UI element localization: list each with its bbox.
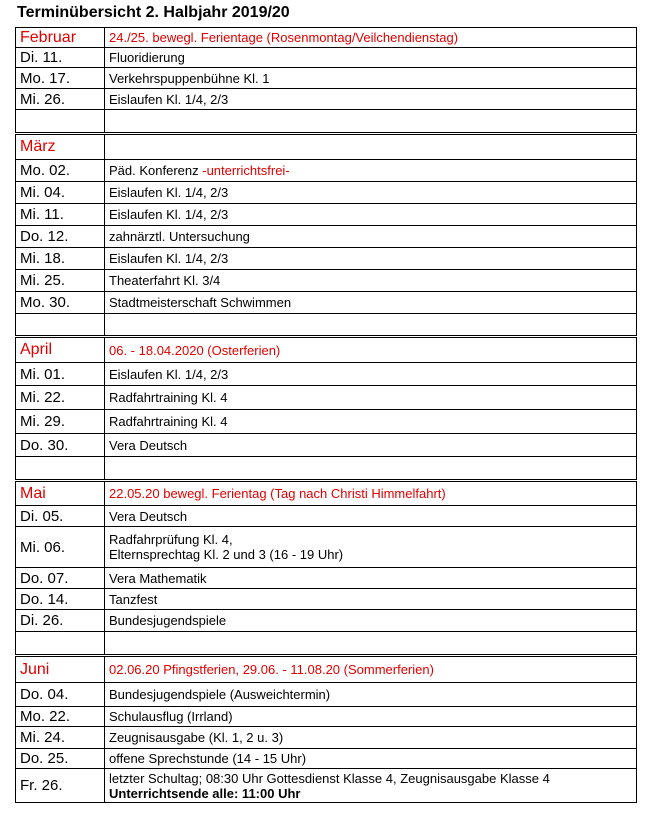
event-cell xyxy=(105,610,637,632)
event-text: Päd. Konferenz xyxy=(109,163,203,178)
table-row xyxy=(16,226,637,248)
month-name: März xyxy=(16,134,105,160)
event-cell xyxy=(105,527,637,568)
table-row xyxy=(16,363,637,386)
date-cell: Mi. 25. xyxy=(16,270,105,292)
spacer-row xyxy=(16,632,637,656)
date-cell: Do. 07. xyxy=(16,568,105,589)
table-row xyxy=(16,434,637,457)
event-text: Vera Deutsch xyxy=(109,508,188,524)
month-note xyxy=(105,28,637,48)
date-cell: Mi. 06. xyxy=(16,527,105,568)
month-note xyxy=(105,337,637,363)
event-text: Theaterfahrt Kl. 3/4 xyxy=(109,273,221,288)
date-cell: Mi. 26. xyxy=(16,89,105,110)
date-cell: Mi. 11. xyxy=(16,204,105,226)
event-text: zahnärztl. Untersuchung xyxy=(109,229,250,244)
event-cell xyxy=(105,707,637,727)
event-cell xyxy=(105,270,637,292)
month-header-row xyxy=(16,337,637,363)
table-row xyxy=(16,410,637,434)
date-cell: Mo. 02. xyxy=(16,160,105,182)
event-text: 22.05.20 bewegl. Ferientag (Tag nach Christi Himmelfahrt) xyxy=(109,486,446,501)
date-cell: Di. 11. xyxy=(16,48,105,68)
table-row xyxy=(16,270,637,292)
event-cell xyxy=(105,363,637,386)
event-second-line-bold: Unterrichtsende alle: 11:00 Uhr xyxy=(109,785,301,801)
event-text: Eislaufen Kl. 1/4, 2/3 xyxy=(109,185,229,200)
table-row xyxy=(16,48,637,68)
month-header-row xyxy=(16,481,637,506)
date-cell xyxy=(16,632,105,656)
table-row xyxy=(16,506,637,527)
date-cell: Mi. 29. xyxy=(16,410,105,434)
table-row xyxy=(16,527,637,568)
table-row xyxy=(16,160,637,182)
month-header-row xyxy=(16,28,637,48)
event-text: Vera Mathematik xyxy=(109,570,207,586)
table-row xyxy=(16,182,637,204)
event-cell xyxy=(105,769,637,803)
event-cell xyxy=(105,749,637,769)
event-cell xyxy=(105,110,637,134)
page-title: Terminübersicht 2. Halbjahr 2019/20 xyxy=(17,4,290,21)
event-text: Eislaufen Kl. 1/4, 2/3 xyxy=(109,366,229,382)
event-cell xyxy=(105,632,637,656)
event-text: offene Sprechstunde (14 - 15 Uhr) xyxy=(109,751,307,766)
table-row xyxy=(16,769,637,803)
date-cell: Do. 12. xyxy=(16,226,105,248)
date-cell: Mi. 04. xyxy=(16,182,105,204)
event-text: 06. - 18.04.2020 (Osterferien) xyxy=(109,342,281,358)
date-cell xyxy=(16,110,105,134)
date-cell: Do. 25. xyxy=(16,749,105,769)
table-row xyxy=(16,68,637,89)
date-cell: Mo. 30. xyxy=(16,292,105,314)
event-text: 02.06.20 Pfingstferien, 29.06. - 11.08.20 (Sommerferien) xyxy=(109,662,434,677)
date-cell: Do. 30. xyxy=(16,434,105,457)
event-text: Radfahrtraining Kl. 4 xyxy=(109,414,228,429)
table-row xyxy=(16,749,637,769)
date-cell: Di. 05. xyxy=(16,506,105,527)
date-cell xyxy=(16,457,105,481)
date-cell: Mi. 18. xyxy=(16,248,105,270)
spacer-row xyxy=(16,457,637,481)
date-cell xyxy=(16,314,105,337)
event-text: Stadtmeisterschaft Schwimmen xyxy=(109,295,292,310)
table-row xyxy=(16,292,637,314)
event-cell xyxy=(105,292,637,314)
spacer-row xyxy=(16,110,637,134)
event-cell xyxy=(105,683,637,707)
event-cell xyxy=(105,457,637,481)
event-text: Radfahrtraining Kl. 4 xyxy=(109,390,228,405)
table-row xyxy=(16,386,637,410)
event-cell xyxy=(105,386,637,410)
event-text: Tanzfest xyxy=(109,591,158,607)
date-cell: Fr. 26. xyxy=(16,769,105,803)
event-text: Bundesjugendspiele xyxy=(109,613,227,628)
table-row xyxy=(16,248,637,270)
date-cell: Di. 26. xyxy=(16,610,105,632)
event-cell xyxy=(105,506,637,527)
event-cell xyxy=(105,568,637,589)
event-text: Verkehrspuppenbühne Kl. 1 xyxy=(109,70,270,86)
event-text: letzter Schultag; 08:30 Uhr Gottesdienst Klasse 4, Zeugnisausgabe Klasse 4 xyxy=(109,770,550,786)
date-cell: Mo. 22. xyxy=(16,707,105,727)
event-cell xyxy=(105,589,637,610)
table-row xyxy=(16,568,637,589)
event-text: Zeugnisausgabe (Kl. 1, 2 u. 3) xyxy=(109,730,284,745)
event-text: Eislaufen Kl. 1/4, 2/3 xyxy=(109,207,229,222)
event-cell xyxy=(105,204,637,226)
event-cell xyxy=(105,226,637,248)
table-row xyxy=(16,589,637,610)
event-second-line: Elternsprechtag Kl. 2 und 3 (16 - 19 Uhr) xyxy=(109,547,344,562)
month-name: Mai xyxy=(16,481,105,506)
month-header-row xyxy=(16,656,637,683)
spacer-row xyxy=(16,314,637,337)
event-note-red: -unterrichtsfrei- xyxy=(202,163,290,178)
table-row xyxy=(16,727,637,749)
event-text: Bundesjugendspiele (Ausweichtermin) xyxy=(109,687,331,702)
event-text: 24./25. bewegl. Ferientage (Rosenmontag/Veilchendienstag) xyxy=(109,30,459,45)
month-header-row xyxy=(16,134,637,160)
event-cell xyxy=(105,434,637,457)
event-text: Vera Deutsch xyxy=(109,437,188,453)
event-text: Eislaufen Kl. 1/4, 2/3 xyxy=(109,91,229,107)
table-row xyxy=(16,204,637,226)
event-cell xyxy=(105,89,637,110)
schedule-table xyxy=(15,27,637,803)
event-text: Radfahrprüfung Kl. 4, xyxy=(109,532,233,547)
table-row xyxy=(16,683,637,707)
date-cell: Mi. 24. xyxy=(16,727,105,749)
table-row xyxy=(16,610,637,632)
event-cell xyxy=(105,248,637,270)
table-row xyxy=(16,707,637,727)
event-text: Eislaufen Kl. 1/4, 2/3 xyxy=(109,251,229,266)
event-cell xyxy=(105,68,637,89)
event-cell xyxy=(105,410,637,434)
table-row xyxy=(16,89,637,110)
event-cell xyxy=(105,48,637,68)
month-note xyxy=(105,134,637,160)
event-cell xyxy=(105,727,637,749)
event-cell xyxy=(105,182,637,204)
event-cell xyxy=(105,160,637,182)
event-cell xyxy=(105,314,637,337)
date-cell: Mi. 01. xyxy=(16,363,105,386)
month-name: Juni xyxy=(16,656,105,683)
month-name: Februar xyxy=(16,28,105,48)
month-name: April xyxy=(16,337,105,363)
date-cell: Mi. 22. xyxy=(16,386,105,410)
month-note xyxy=(105,656,637,683)
date-cell: Do. 04. xyxy=(16,683,105,707)
month-note xyxy=(105,481,637,506)
date-cell: Do. 14. xyxy=(16,589,105,610)
date-cell: Mo. 17. xyxy=(16,68,105,89)
event-text: Fluoridierung xyxy=(109,50,185,65)
event-text: Schulausflug (Irrland) xyxy=(109,709,233,724)
